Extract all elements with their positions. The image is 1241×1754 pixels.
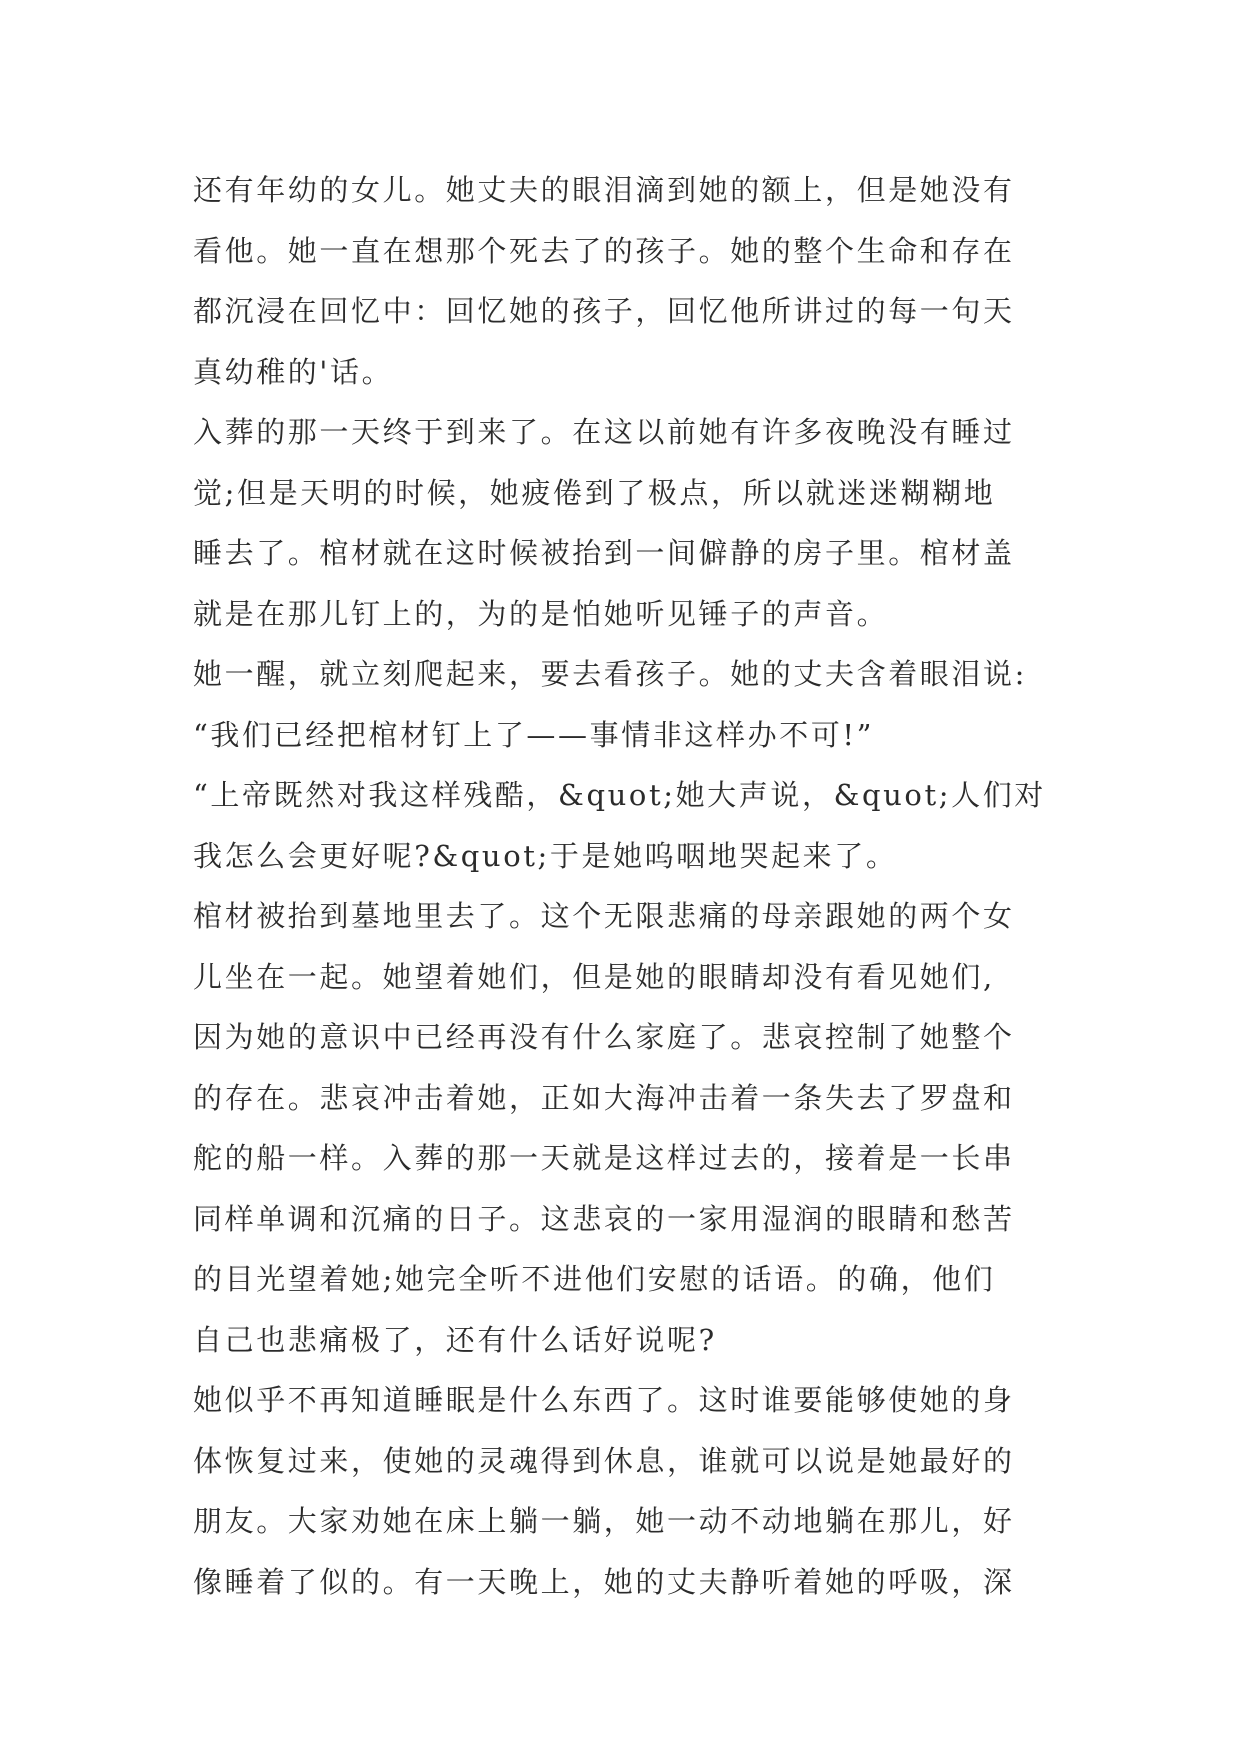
text-line: 朋友。大家劝她在床上躺一躺，她一动不动地躺在那儿，好 [193,1504,1015,1538]
text-line: 都沉浸在回忆中：回忆她的孩子，回忆他所讲过的每一句天 [193,294,1015,328]
text-line: “我们已经把棺材钉上了——事情非这样办不可!” [193,717,875,752]
text-line: 看他。她一直在想那个死去了的孩子。她的整个生命和存在 [193,233,1015,268]
text-line: 棺材被抬到墓地里去了。这个无限悲痛的母亲跟她的两个女 [193,899,1015,933]
text-line: “上帝既然对我这样残酷，&quot;她大声说，&quot;人们对 [193,778,1046,812]
body-text [193,160,1073,1612]
text-line: 就是在那儿钉上的，为的是怕她听见锤子的声音。 [193,596,889,631]
text-line: 的目光望着她;她完全听不进他们安慰的话语。的确，他们 [193,1262,996,1296]
text-line: 因为她的意识中已经再没有什么家庭了。悲哀控制了她整个 [193,1020,1015,1054]
text-line: 真幼稚的'话。 [193,354,394,389]
text-line: 自己也悲痛极了，还有什么话好说呢? [193,1322,717,1357]
text-line: 舵的船一样。入葬的那一天就是这样过去的，接着是一长串 [193,1141,1015,1175]
text-line: 像睡着了似的。有一天晚上，她的丈夫静听着她的呼吸，深 [193,1564,1015,1599]
text-line: 她似乎不再知道睡眠是什么东西了。这时谁要能够使她的身 [193,1383,1015,1417]
text-line: 我怎么会更好呢?&quot;于是她呜咽地哭起来了。 [193,838,898,873]
text-line: 体恢复过来，使她的灵魂得到休息，谁就可以说是她最好的 [193,1443,1015,1478]
text-line: 她一醒，就立刻爬起来，要去看孩子。她的丈夫含着眼泪说: [193,657,1027,691]
text-line: 的存在。悲哀冲击着她，正如大海冲击着一条失去了罗盘和 [193,1080,1015,1115]
text-line: 睡去了。棺材就在这时候被抬到一间僻静的房子里。棺材盖 [193,536,1015,570]
text-line: 还有年幼的女儿。她丈夫的眼泪滴到她的额上，但是她没有 [193,173,1015,207]
text-line: 觉;但是天明的时候，她疲倦到了极点，所以就迷迷糊糊地 [193,475,996,510]
text-line: 儿坐在一起。她望着她们，但是她的眼睛却没有看见她们, [193,959,995,994]
text-line: 同样单调和沉痛的日子。这悲哀的一家用湿润的眼睛和愁苦 [193,1201,1015,1236]
text-line: 入葬的那一天终于到来了。在这以前她有许多夜晚没有睡过 [193,415,1015,449]
